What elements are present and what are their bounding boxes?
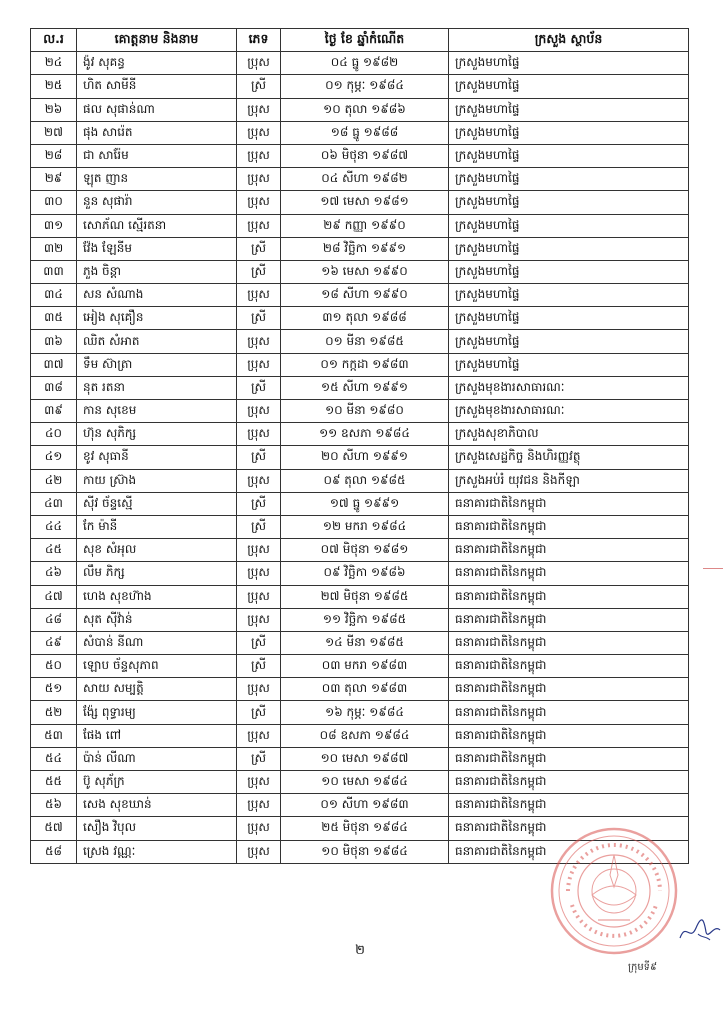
row-institution: ក្រសួងមហាផ្ទៃ [449,52,689,75]
row-institution: ក្រសួងមហាផ្ទៃ [449,260,689,283]
row-date-of-birth: ១៦ មេសា ១៩៩០ [281,260,449,283]
row-number: ៣០ [31,191,77,214]
row-sex: ប្រុស [237,469,281,492]
row-institution: ធនាគារជាតិនៃកម្ពុជា [449,492,689,515]
row-number: ២៩ [31,168,77,191]
row-full-name: សុត ស៊ីវ៉ាន់ [77,608,237,631]
table-row [31,284,689,307]
row-sex: ប្រុស [237,284,281,307]
row-institution: ធនាគារជាតិនៃកម្ពុជា [449,539,689,562]
row-institution: ធនាគារជាតិនៃកម្ពុជា [449,562,689,585]
row-date-of-birth: ១៧ ធ្នូ ១៩៩១ [281,492,449,515]
table-row [31,747,689,770]
row-sex: ប្រុស [237,52,281,75]
row-full-name: ហេង សុខហ៊ាង [77,585,237,608]
table-row [31,469,689,492]
row-date-of-birth: ០៩ តុលា ១៩៨៥ [281,469,449,492]
row-full-name: ខូវ សុធានី [77,446,237,469]
table-row [31,237,689,260]
row-sex: ប្រុស [237,144,281,167]
row-number: ៥៦ [31,794,77,817]
row-full-name: ជា សារ៉ែម [77,144,237,167]
table-row [31,539,689,562]
table-row [31,353,689,376]
table-row [31,655,689,678]
row-sex: ប្រុស [237,168,281,191]
row-date-of-birth: ០១ មីនា ១៩៨៥ [281,330,449,353]
table-body [31,52,689,864]
row-number: ២៦ [31,98,77,121]
row-institution: ធនាគារជាតិនៃកម្ពុជា [449,794,689,817]
row-full-name: ផែង ពៅ [77,724,237,747]
row-number: ៤៣ [31,492,77,515]
row-number: ៤០ [31,423,77,446]
row-full-name: ឈិត សំអាត [77,330,237,353]
row-sex: ប្រុស [237,608,281,631]
row-full-name: កែ ម៉ានី [77,515,237,538]
table-row [31,492,689,515]
row-institution: ធនាគារជាតិនៃកម្ពុជា [449,678,689,701]
row-date-of-birth: ១១ វិច្ឆិកា ១៩៨៥ [281,608,449,631]
row-date-of-birth: ១៨ ធ្នូ ១៩៨៨ [281,121,449,144]
row-institution: ក្រសួងអប់រំ យុវជន និងកីឡា [449,469,689,492]
group-label: ក្រុមទី៩ [628,962,658,973]
row-full-name: លឹម ភិក្ស [77,562,237,585]
row-number: ៥៤ [31,747,77,770]
row-institution: ក្រសួងមហាផ្ទៃ [449,191,689,214]
table-row [31,168,689,191]
row-date-of-birth: ១១ ឧសភា ១៩៨៤ [281,423,449,446]
page-number: ២ [355,943,365,958]
row-full-name: វ៉ែង ឡែនីម [77,237,237,260]
row-number: ៤២ [31,469,77,492]
row-sex: ស្រី [237,260,281,283]
row-date-of-birth: ៣១ តុលា ១៩៨៨ [281,307,449,330]
table-row [31,214,689,237]
row-date-of-birth: ២៥ មិថុនា ១៩៨៤ [281,817,449,840]
row-full-name: ប៊ូ សុភ័ក្រ [77,771,237,794]
row-full-name: ង៉ែ្ស ពុទ្ធារម្យ [77,701,237,724]
row-date-of-birth: ០៩ វិច្ឆិកា ១៩៨៦ [281,562,449,585]
table-row [31,585,689,608]
signature-icon [676,916,722,946]
row-sex: ប្រុស [237,121,281,144]
row-full-name: ង៉ូវ សុគន្ធ [77,52,237,75]
row-sex: ប្រុស [237,771,281,794]
row-date-of-birth: ០៧ មិថុនា ១៩៨១ [281,539,449,562]
row-number: ៣៨ [31,376,77,399]
row-date-of-birth: ១២ មករា ១៩៨៤ [281,515,449,538]
row-date-of-birth: ២៩ កញ្ញា ១៩៩០ [281,214,449,237]
row-full-name: ឡោប ច័ន្ទសុភាព [77,655,237,678]
row-full-name: ប៉ាន់ លីណា [77,747,237,770]
row-number: ៥០ [31,655,77,678]
row-full-name: សំបាន់ នីណា [77,631,237,654]
row-institution: ធនាគារជាតិនៃកម្ពុជា [449,840,689,863]
row-number: ៥៧ [31,817,77,840]
row-institution: ក្រសួងមុខងារសាធារណៈ [449,400,689,423]
row-number: ៤៦ [31,562,77,585]
row-sex: ប្រុស [237,840,281,863]
row-institution: ក្រសួងមុខងារសាធារណៈ [449,376,689,399]
row-institution: ធនាគារជាតិនៃកម្ពុជា [449,747,689,770]
header-date-of-birth: ថ្ងៃ ខែ ឆ្នាំកំណើត [281,29,449,52]
row-date-of-birth: ២០ សីហា ១៩៩១ [281,446,449,469]
row-institution: ធនាគារជាតិនៃកម្ពុជា [449,724,689,747]
row-date-of-birth: ០៤ ធ្នូ ១៩៨២ [281,52,449,75]
row-number: ៣២ [31,237,77,260]
row-full-name: នួន សុផារ៉ា [77,191,237,214]
table-row [31,307,689,330]
table-row [31,400,689,423]
official-seal-icon [548,825,680,957]
table-row [31,330,689,353]
table-row [31,260,689,283]
header-number: ល.រ [31,29,77,52]
row-institution: ធនាគារជាតិនៃកម្ពុជា [449,771,689,794]
row-date-of-birth: ១០ មិថុនា ១៩៨៤ [281,840,449,863]
row-number: ៣៧ [31,353,77,376]
row-number: ២៥ [31,75,77,98]
table-row [31,191,689,214]
row-sex: ស្រី [237,75,281,98]
row-number: ៣៩ [31,400,77,423]
row-full-name: ស្រេង វណ្ណៈ [77,840,237,863]
row-date-of-birth: ១០ មេសា ១៩៨៤ [281,771,449,794]
table-row [31,144,689,167]
row-sex: ស្រី [237,515,281,538]
row-sex: ប្រុស [237,330,281,353]
row-full-name: សន សំណាង [77,284,237,307]
row-date-of-birth: ០១ កុម្ភៈ ១៩៨៤ [281,75,449,98]
row-institution: ក្រសួងមហាផ្ទៃ [449,214,689,237]
row-full-name: កាយ ស្រ៊ាង [77,469,237,492]
row-number: ២៤ [31,52,77,75]
row-sex: ប្រុស [237,423,281,446]
row-number: ៣១ [31,214,77,237]
row-sex: ស្រី [237,237,281,260]
row-sex: ស្រី [237,701,281,724]
header-full-name: គោត្តនាម និងនាម [77,29,237,52]
table-row [31,771,689,794]
table-row [31,75,689,98]
row-sex: ប្រុស [237,585,281,608]
row-institution: ក្រសួងមហាផ្ទៃ [449,307,689,330]
row-number: ៥៣ [31,724,77,747]
row-full-name: ហិត សាមីនី [77,75,237,98]
row-date-of-birth: ០៣ តុលា ១៩៨៣ [281,678,449,701]
table-row [31,98,689,121]
row-number: ៤១ [31,446,77,469]
row-institution: ក្រសួងសេដ្ឋកិច្ច និងហិរញ្ញវត្ថុ [449,446,689,469]
row-institution: ធនាគារជាតិនៃកម្ពុជា [449,608,689,631]
row-sex: ស្រី [237,492,281,515]
table-row [31,631,689,654]
row-date-of-birth: ១០ តុលា ១៩៨៦ [281,98,449,121]
table-row [31,423,689,446]
table-row [31,701,689,724]
row-institution: ធនាគារជាតិនៃកម្ពុជា [449,515,689,538]
row-date-of-birth: ០១ សីហា ១៩៨៣ [281,794,449,817]
row-number: ២៧ [31,121,77,144]
row-institution: ក្រសួងមហាផ្ទៃ [449,98,689,121]
row-sex: ស្រី [237,376,281,399]
row-full-name: ឡុត ញាន [77,168,237,191]
candidate-table [30,28,689,864]
row-institution: ធនាគារជាតិនៃកម្ពុជា [449,631,689,654]
row-number: ៤៥ [31,539,77,562]
row-full-name: សាយ សម្បត្តិ [77,678,237,701]
header-institution: ក្រសួង ស្ថាប័ន [449,29,689,52]
row-date-of-birth: ០៤ សីហា ១៩៨២ [281,168,449,191]
row-institution: ក្រសួងមហាផ្ទៃ [449,121,689,144]
row-full-name: កាន សុខេម [77,400,237,423]
row-institution: ធនាគារជាតិនៃកម្ពុជា [449,655,689,678]
table-row [31,678,689,701]
row-date-of-birth: ១០ មេសា ១៩៨៧ [281,747,449,770]
row-full-name: នុត រតនា [77,376,237,399]
table-row [31,121,689,144]
row-full-name: សុខ សំអុល [77,539,237,562]
row-institution: ក្រសួងមហាផ្ទៃ [449,237,689,260]
table-row [31,562,689,585]
row-number: ៣៣ [31,260,77,283]
row-sex: ប្រុស [237,724,281,747]
table-row [31,376,689,399]
row-date-of-birth: ១៨ សីហា ១៩៩០ [281,284,449,307]
row-sex: ស្រី [237,446,281,469]
row-full-name: ហ៊ុន សុភិក្ស [77,423,237,446]
row-full-name: សេង សុខឃាន់ [77,794,237,817]
row-sex: ប្រុស [237,817,281,840]
row-institution: ក្រសួងមហាផ្ទៃ [449,144,689,167]
row-sex: ប្រុស [237,539,281,562]
row-sex: ស្រី [237,631,281,654]
row-date-of-birth: ២៧ មិថុនា ១៩៨៥ [281,585,449,608]
row-number: ៤៩ [31,631,77,654]
row-institution: ក្រសួងមហាផ្ទៃ [449,168,689,191]
row-number: ៣៦ [31,330,77,353]
row-full-name: ភួង ចិន្តា [77,260,237,283]
row-full-name: សឿង វិបុល [77,817,237,840]
row-date-of-birth: ០៨ ឧសភា ១៩៨៤ [281,724,449,747]
row-full-name: ផុង សារ៉េត [77,121,237,144]
row-date-of-birth: ១៧ មេសា ១៩៨១ [281,191,449,214]
row-institution: ក្រសួងមហាផ្ទៃ [449,330,689,353]
row-sex: ប្រុស [237,214,281,237]
table-row [31,446,689,469]
row-full-name: អៀង សុគឿន [77,307,237,330]
row-number: ៥២ [31,701,77,724]
row-number: ២៨ [31,144,77,167]
row-full-name: សោភ័ណ ស្មើរតនា [77,214,237,237]
row-sex: ប្រុស [237,191,281,214]
row-date-of-birth: ១៤ មីនា ១៩៨៥ [281,631,449,654]
row-sex: ប្រុស [237,562,281,585]
table-header-row [31,29,689,52]
row-date-of-birth: ១៥ សីហា ១៩៩១ [281,376,449,399]
row-number: ៤៨ [31,608,77,631]
row-number: ៥៥ [31,771,77,794]
row-full-name: ស៊ីវ ច័ន្ទស្មើ [77,492,237,515]
row-number: ៥១ [31,678,77,701]
row-date-of-birth: ២៨ វិច្ឆិកា ១៩៩១ [281,237,449,260]
margin-mark [703,568,723,569]
row-date-of-birth: ០៦ មិថុនា ១៩៨៧ [281,144,449,167]
row-institution: ធនាគារជាតិនៃកម្ពុជា [449,701,689,724]
row-institution: ធនាគារជាតិនៃកម្ពុជា [449,585,689,608]
row-date-of-birth: ១០ មីនា ១៩៨០ [281,400,449,423]
row-institution: ក្រសួងមហាផ្ទៃ [449,284,689,307]
row-number: ៤៤ [31,515,77,538]
row-institution: ក្រសួងសុខាភិបាល [449,423,689,446]
row-sex: ប្រុស [237,794,281,817]
row-date-of-birth: ០៣ មករា ១៩៨៣ [281,655,449,678]
row-sex: ប្រុស [237,678,281,701]
table-row [31,608,689,631]
table-row [31,52,689,75]
row-full-name: ទឹម ស៊ាត្រា [77,353,237,376]
header-sex: ភេទ [237,29,281,52]
row-institution: ក្រសួងមហាផ្ទៃ [449,75,689,98]
row-date-of-birth: ០១ កក្កដា ១៩៨៣ [281,353,449,376]
table-row [31,724,689,747]
row-number: ៤៧ [31,585,77,608]
row-number: ៣៥ [31,307,77,330]
row-institution: ក្រសួងមហាផ្ទៃ [449,353,689,376]
row-sex: ប្រុស [237,353,281,376]
row-sex: ស្រី [237,307,281,330]
table-row [31,794,689,817]
row-date-of-birth: ១៦ កុម្ភៈ ១៩៨៤ [281,701,449,724]
table-row [31,515,689,538]
row-full-name: ផល សុផាន់ណា [77,98,237,121]
row-sex: ស្រី [237,747,281,770]
row-sex: ប្រុស [237,400,281,423]
row-number: ៥៨ [31,840,77,863]
row-sex: ប្រុស [237,98,281,121]
row-institution: ធនាគារជាតិនៃកម្ពុជា [449,817,689,840]
row-sex: ស្រី [237,655,281,678]
row-number: ៣៤ [31,284,77,307]
